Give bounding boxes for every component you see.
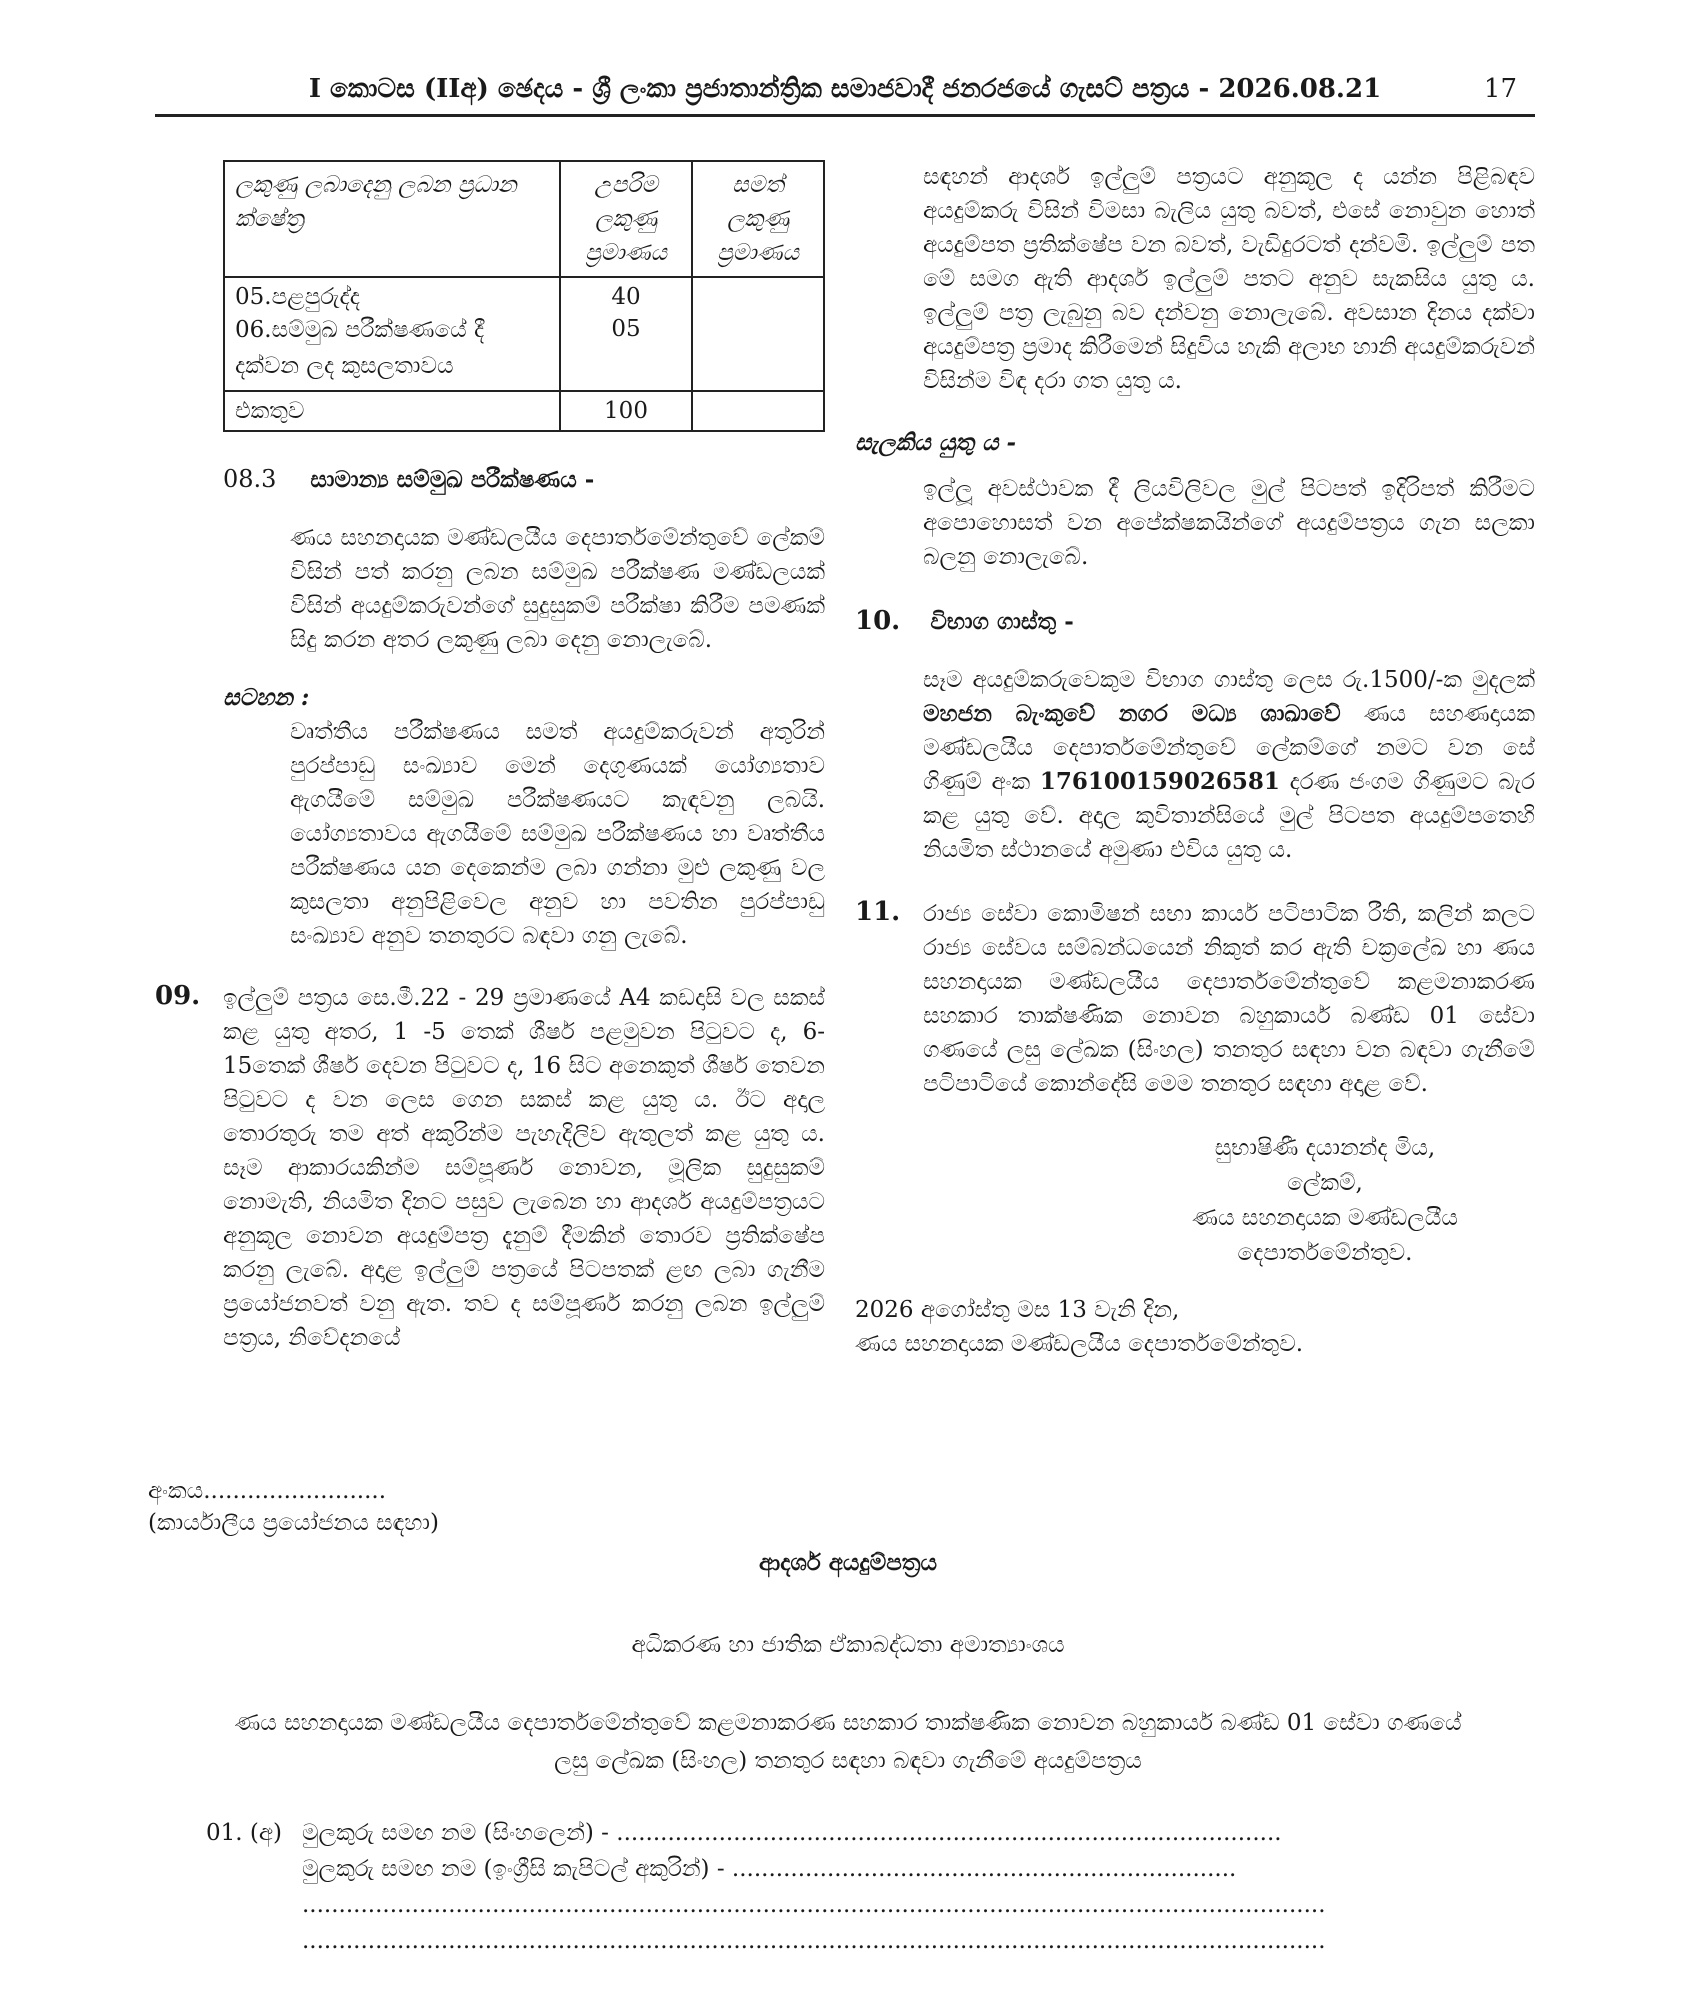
table-cell: 40 [560,277,692,312]
fee-text: සෑම අයදුම්කරුවෙකුම විභාග ගාස්තු ලෙස රු.1500/-ක මුදලක් [923,667,1535,693]
table-row [224,391,824,431]
form-subtitle-2: ලසු ලේඛක (සිංහල) තනතුර සඳහා බඳවා ගැනීමේ අයදුම්පත්‍රය [554,1748,1142,1774]
table-cell [692,391,824,431]
section-11 [855,897,1535,1101]
account-number: 176100159026581 [1039,768,1280,795]
section-10-body [923,663,1535,867]
form-subtitle-1: ණය සහනදායක මණ්ඩලයීය දෙපාර්තමේන්තුවේ කළමනාකරණ සහකාර තාක්ෂණික නොවන බහුකාර්ය බණ්ඩ 01 සේවා ගණයේ [234,1710,1462,1736]
section-title: විභාග ගාස්තු - [930,608,1074,635]
section-11-body: රාජ්‍ය සේවා කොමිෂන් සභා කාර්ය පටිපාටික රීති, කලින් කලට රාජ්‍ය සේවය සම්බන්ධයෙන් නිකුත් කර ඇති චක්‍රලේඛ හා ණය සහනදායක මණ්ඩලයීය දෙපාර්තමේන්තුවේ කළමනාකරණ සහකාර තාක්ෂණික නොවන බහුකාර්ය බණ්ඩ 01 සේවා ගණයේ ලසු ලේඛක (සිංහල) තනතුර සඳහා වන බඳවා ගැනීමේ පටිපාටියේ කොන්දේසි මෙම තනතුර සඳහා අදාළ වේ. [923,901,1535,1097]
section-09-body: ඉල්ලුම් පත්‍රය සෙ.මී.22 - 29 ප්‍රමාණයේ A4 කඩදාසි වල සකස් කළ යුතු අතර, 1 -5 තෙක් ශීර්ෂ පළමුවන පිටුවට ද, 6- 15තෙක් ශීර්ෂ දෙවන පිටුවට ද, 16 සිට අනෙකුත් ශීර්ෂ තෙවන පිටුවට ද වන ලෙස ගෙන සකස් කළ යුතු ය. ඊට අදාල තොරතුරු තම අත් අකුරින්ම පැහැදිලිව ඇතුලත් කළ යුතු ය. සෑම ආකාරයකින්ම සම්පූර්ණ නොවන, මූලික සුදුසුකම් නොමැති, නියමිත දිනට පසුව ලැබෙන හා ආදර්ශ අයදුම්පත්‍රයට අනුකූල නොවන අයදුම්පත්‍ර දැනුම් දීමකින් තොරව ප්‍රතික්ෂේප කරනු ලැබේ. අදාළ ඉල්ලුම් පත්‍රයේ පිටපතක් ළඟ ලබා ගැනීම ප්‍රයෝජනවත් වනු ඇත. තව ද සම්පූර්ණ කරනු ලබන ඉල්ලුම් පත්‍රය, නිවේදනයේ [223,985,825,1351]
marks-table [223,160,825,432]
table-cell: එකතුව [224,391,560,431]
table-cell: 06.සම්මුඛ පරීක්ෂණයේ දී දක්වන ලද කුසලතාවය [224,312,560,391]
form-dotted-line[interactable]: ............................................................................................................................................ [302,1892,1326,1918]
section-number: 08.3 [223,465,277,493]
form-item-01 [206,1817,1548,1957]
signatory-org-2: දෙපාර්තමේන්තුව. [1237,1240,1413,1266]
note-body: වෘත්තීය පරීක්ෂණය සමත් අයදුම්කරුවන් අතුරින් පුරප්පාඩු සංඛ්‍යාව මෙන් දෙගුණයක් යෝග්‍යතාව ඇගයීමේ සම්මුඛ පරීක්ෂණයට කැඳවනු ලබයි. යෝග්‍යතාවය ඇගයීමේ සම්මුඛ පරීක්ෂණය හා වෘත්තීය පරීක්ෂණය යන දෙකෙන්ම ලබා ගන්නා මුළු ලකුණු වල කුසලතා අනුපිළිවෙල අනුව හා පවතින පුරප්පාඩු සංඛ්‍යාව අනුව තනතුරට බඳවා ගනු ලැබේ. [290,719,825,949]
form-office-use: (කාර්යාලීය ප්‍රයෝජනය සඳහා) [148,1510,439,1536]
table-cell [692,312,824,391]
page-number: 17 [1483,74,1517,104]
table-cell [692,277,824,312]
marks-table-header-row [224,161,824,277]
fee-text-2: ණය සහණදායක මණ්ඩලයීය දෙපාර්තමේන්තුවේ ලේකම්ගේ නමට වන සේ ගිණුම් අංක [923,701,1535,795]
section-10-heading [855,604,1535,639]
name-sinhala-field[interactable]: මුලකුරු සමඟ නම (සිංහලෙන්) - ........................................................................................... [302,1820,1282,1846]
section-09-continued: සඳහන් ආදර්ශ ඉල්ලුම් පත්‍රයට අනුකූල ද යන්න පිළිබඳව අයදුම්කරු විසින් විමසා බැලිය යුතු බවත්, එසේ නොවුන හොත් අයදුම්පත ප්‍රතික්ෂේප වන බවත්, වැඩිදුරටත් දන්වමි. ඉල්ලුම් පත මේ සමග ඇති ආදර්ශ ඉල්ලුම් පතට අනුව සැකසිය යුතු ය. ඉල්ලුම් පත්‍ර ලැබුනු බව දන්වනු නොලැබේ. අවසාන දිනය දක්වා අයදුම්පත්‍ර ප්‍රමාද කිරීමෙන් සිදුවිය හැකි අලාභ හානි අයදුම්කරුවන් විසින්ම විඳ දරා ගත යුතු ය. [923,164,1535,394]
note-heading [223,681,825,715]
marks-table-header-max: උපරිම ලකුණු ප්‍රමාණය [560,161,692,277]
table-cell: 05.පළපුරුද්ද [224,277,560,312]
signatory-name: සුභාෂිණී දයානන්ද මිය, [1214,1135,1436,1161]
section-number: 11. [855,897,901,927]
place-line: ණය සහනදායක මණ්ඩලයීය දෙපාර්තමේන්තුව. [855,1331,1304,1357]
attention-body: ඉල්ලූ අවස්ථාවක දී ලියවිලිවල මුල් පිටපත් ඉදිරිපත් කිරීමට අපොහොසත් වන අපේක්ෂකයින්ගේ අයදුම්පත්‍රය ගැන සලකා බලනු නොලැබේ. [923,476,1535,570]
right-column [855,160,1535,1361]
section-09 [155,981,825,1355]
section-number: 10. [855,606,901,636]
marks-table-header-pass: සමත් ලකුණු ප්‍රමාණය [692,161,824,277]
signatory-role: ලේකම්, [1287,1170,1363,1196]
form-ministry: අධිකරණ හා ජාතික ඒකාබද්ධතා අමාත්‍යාංශය [631,1632,1065,1658]
page-header [155,72,1535,117]
attention-title: සැලකිය යුතු ය - [855,429,1017,456]
table-cell: 05 [560,312,692,391]
marks-table-header-field: ලකුණු ලබාදෙනු ලබන ප්‍රධාන ක්ෂේත්‍ර [224,161,560,277]
name-english-field[interactable]: මුලකුරු සමඟ නම (ඉංග්‍රීසි කැපිටල් අකුරින්) - ..................................................................... [302,1856,1237,1882]
date-line: 2026 අගෝස්තු මස 13 වැනි දින, [855,1297,1180,1323]
form-dotted-line[interactable]: ............................................................................................................................................ [302,1928,1326,1954]
table-cell: 100 [560,391,692,431]
model-application-form [148,1475,1548,1957]
form-item-number: 01. (අ) [206,1820,283,1846]
form-number-label: අංකය......................... [148,1478,386,1504]
table-row [224,277,824,312]
attention-heading [855,426,1535,460]
section-number: 09. [155,981,201,1011]
left-column [155,160,825,1355]
section-title: සාමාන්‍ය සම්මුඛ පරීක්ෂණය - [310,466,595,493]
signature-block [1175,1131,1475,1271]
bank-branch: මහජන බැංකුවේ නගර මධ්‍ය ශාඛාවේ [923,700,1341,727]
fee-text-3: දරණ ජංගම ගිණුමට බැර කළ යුතු වේ. අදාල කුවිතාන්සියේ මුල් පිටපත අයදුම්පතෙහි නියමිත ස්ථානයේ අමුණා එවිය යුතු ය. [923,769,1536,863]
section-08-3-body: ණය සහනදායක මණ්ඩලයීය දෙපාර්තමේන්තුවේ ලේකම් විසින් පත් කරනු ලබන සම්මුඛ පරීක්ෂණ මණ්ඩලයක් විසින් අයදුම්කරුවන්ගේ සුදුසුකම් පරීක්ෂා කිරීම පමණක් සිදු කරන අතර ලකුණු ලබා දෙනු නොලැබේ. [290,525,825,653]
form-title: ආදර්ශ අයදුම්පත්‍රය [758,1549,937,1576]
signatory-org-1: ණය සහනදායක මණ්ඩලයීය [1192,1205,1458,1231]
section-08-3-heading [223,462,825,497]
note-title: සටහන : [223,684,310,711]
header-title: I කොටස (IIඅ) ඡෙදය - ශ්‍රී ලංකා ප්‍රජාතාන්ත්‍රික සමාජවාදී ජනරජයේ ගැසට් පත්‍රය - 2026.08.21 [308,74,1382,104]
table-row [224,312,824,391]
